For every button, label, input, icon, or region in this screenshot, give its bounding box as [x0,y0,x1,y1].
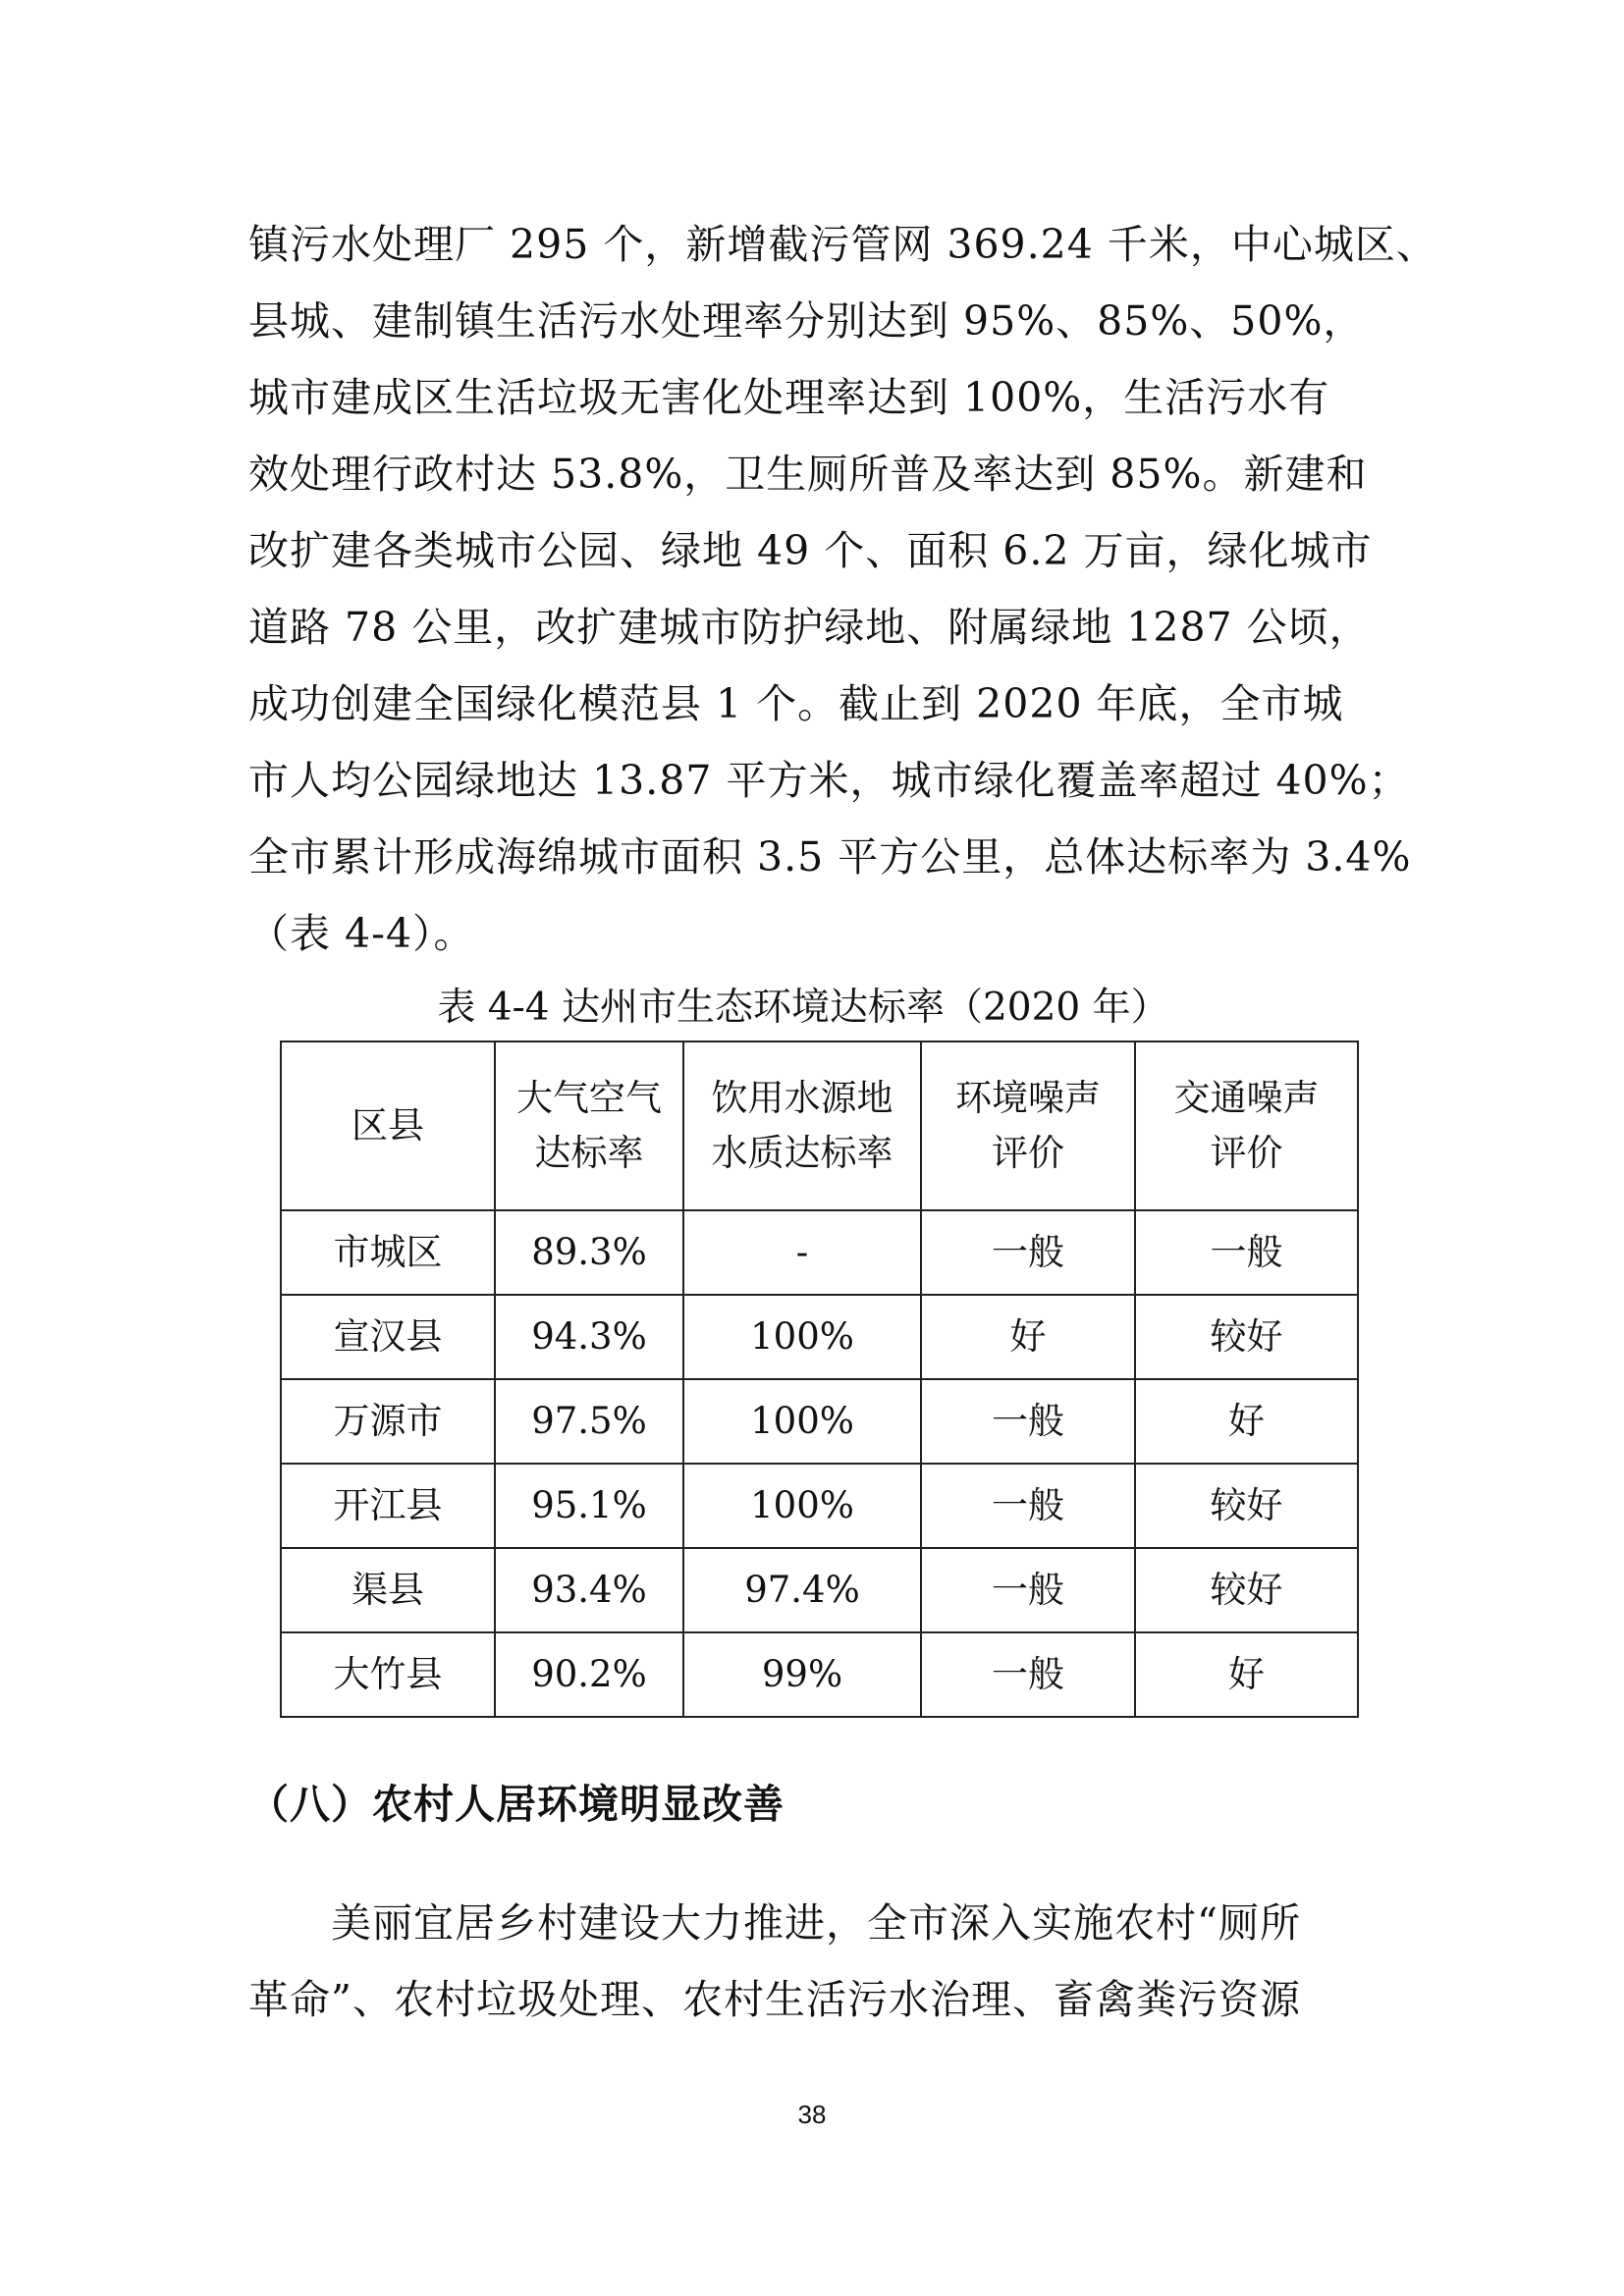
header-text: 区县 [352,1104,424,1147]
cell-env-noise: 一般 [921,1548,1135,1632]
cell-district: 宣汉县 [281,1295,495,1379]
cell-traffic-noise: 一般 [1135,1210,1358,1295]
cell-district: 渠县 [281,1548,495,1632]
cell-traffic-noise: 好 [1135,1379,1358,1464]
cell-water-quality: 100% [683,1379,921,1464]
cell-traffic-noise: 较好 [1135,1295,1358,1379]
table-row [281,1548,1358,1632]
paragraph-line: 革命”、农村垃圾处理、农村生活污水治理、畜禽粪污资源 [248,1976,1301,2023]
table-row [281,1210,1358,1295]
table-row [281,1464,1358,1548]
cell-water-quality: 100% [683,1464,921,1548]
header-text: 饮用水源地 [711,1077,893,1119]
cell-air-quality: 93.4% [495,1548,683,1632]
header-text: 评价 [992,1132,1064,1174]
header-text: 达标率 [534,1132,644,1174]
paragraph-line: 镇污水处理厂 295 个，新增截污管网 369.24 千米，中心城区、 [248,221,1437,268]
cell-env-noise: 一般 [921,1210,1135,1295]
cell-env-noise: 一般 [921,1379,1135,1464]
table-row [281,1379,1358,1464]
paragraph-line: 道路 78 公里，改扩建城市防护绿地、附属绿地 1287 公顷， [248,604,1371,651]
header-text: 评价 [1210,1132,1283,1174]
paragraph-line: （表 4-4）。 [248,910,475,957]
cell-env-noise: 一般 [921,1632,1135,1717]
header-traffic-noise [1135,1041,1358,1210]
header-text: 环境噪声 [955,1077,1101,1119]
cell-air-quality: 97.5% [495,1379,683,1464]
cell-env-noise: 好 [921,1295,1135,1379]
paragraph-line: 市人均公园绿地达 13.87 平方米，城市绿化覆盖率超过 40%； [248,757,1410,804]
cell-air-quality: 94.3% [495,1295,683,1379]
body-paragraph-1 [248,206,1437,972]
table-header-row [281,1041,1358,1210]
cell-water-quality: - [683,1210,921,1295]
header-air-quality [495,1041,683,1210]
section-heading: （八）农村人居环境明显改善 [248,1781,785,1828]
paragraph-line: 改扩建各类城市公园、绿地 49 个、面积 6.2 万亩，绿化城市 [248,527,1373,574]
cell-district: 万源市 [281,1379,495,1464]
cell-air-quality: 90.2% [495,1632,683,1717]
cell-district: 大竹县 [281,1632,495,1717]
page-number: 38 [797,2100,827,2129]
paragraph-line: 全市累计形成海绵城市面积 3.5 平方公里，总体达标率为 3.4% [248,833,1412,881]
eco-standards-table [280,1041,1359,1718]
table-row [281,1295,1358,1379]
cell-water-quality: 99% [683,1632,921,1717]
paragraph-line: 效处理行政村达 53.8%，卫生厕所普及率达到 85%。新建和 [248,451,1368,498]
cell-district: 开江县 [281,1464,495,1548]
table-row [281,1632,1358,1717]
header-text: 交通噪声 [1173,1077,1320,1119]
cell-traffic-noise: 较好 [1135,1464,1358,1548]
cell-traffic-noise: 较好 [1135,1548,1358,1632]
cell-water-quality: 97.4% [683,1548,921,1632]
header-water-quality [683,1041,921,1210]
paragraph-line: 成功创建全国绿化模范县 1 个。截止到 2020 年底，全市城 [248,680,1344,727]
paragraph-line: 城市建成区生活垃圾无害化处理率达到 100%，生活污水有 [248,374,1330,421]
cell-traffic-noise: 好 [1135,1632,1358,1717]
cell-air-quality: 89.3% [495,1210,683,1295]
body-paragraph-2 [248,1885,1407,2038]
paragraph-line: 美丽宜居乡村建设大力推进，全市深入实施农村“厕所 [248,1899,1301,1947]
table-caption: 表 4-4 达州市生态环境达标率（2020 年） [437,986,1169,1030]
cell-env-noise: 一般 [921,1464,1135,1548]
cell-district: 市城区 [281,1210,495,1295]
header-text: 水质达标率 [711,1132,893,1174]
header-env-noise [921,1041,1135,1210]
paragraph-line: 县城、建制镇生活污水处理率分别达到 95%、85%、50%， [248,297,1365,345]
cell-air-quality: 95.1% [495,1464,683,1548]
header-district [281,1041,495,1210]
cell-water-quality: 100% [683,1295,921,1379]
header-text: 大气空气 [516,1077,662,1119]
